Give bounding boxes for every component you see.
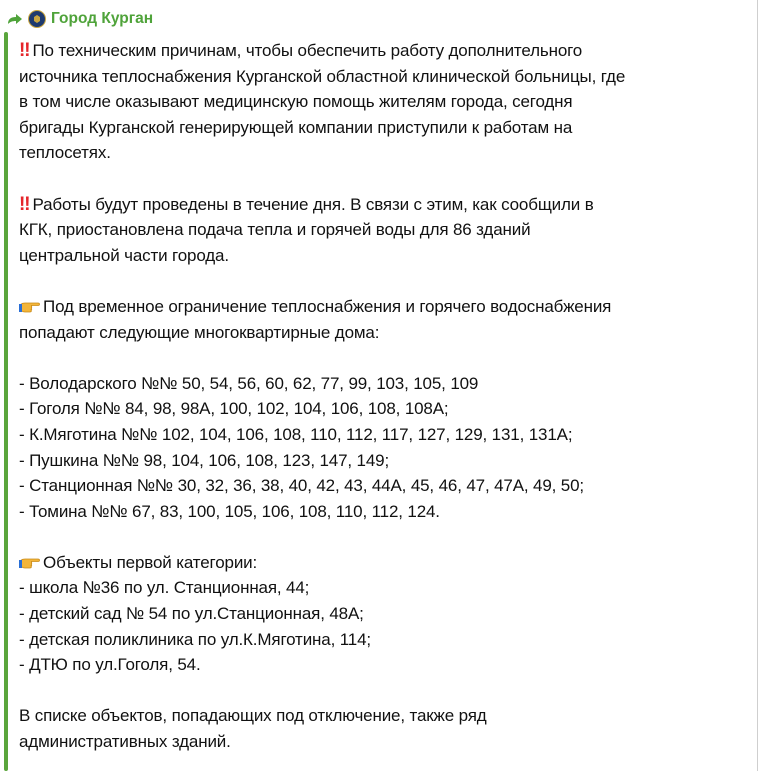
text-line: [19, 38, 755, 64]
text-line: бригады Курганской генерирующей компании приступили к работам на: [19, 117, 573, 137]
text-line: [19, 550, 755, 576]
text-line: попадают следующие многоквартирные дома:: [19, 322, 380, 342]
double-exclamation-icon: ‼: [19, 40, 29, 61]
list-item: - школа №36 по ул. Станционная, 44;: [19, 578, 310, 598]
paragraph-5: [19, 703, 755, 754]
text-line: [19, 192, 755, 218]
pointing-hand-icon: [19, 554, 41, 570]
list-item: - Станционная №№ 30, 32, 36, 38, 40, 42, 43, 44А, 45, 46, 47, 47А, 49, 50;: [19, 476, 584, 496]
forward-arrow-icon: [6, 12, 24, 26]
paragraph-1: [19, 38, 755, 166]
list-item: - детский сад № 54 по ул.Станционная, 48А;: [19, 604, 364, 624]
list-item: - Володарского №№ 50, 54, 56, 60, 62, 77, 99, 103, 105, 109: [19, 373, 479, 393]
list-item: - ДТЮ по ул.Гоголя, 54.: [19, 655, 201, 675]
forward-quote-bar: [4, 32, 8, 771]
pointing-hand-icon: [19, 298, 41, 314]
list-item: - детская поликлиника по ул.К.Мяготина, 114;: [19, 629, 371, 649]
list-item: - К.Мяготина №№ 102, 104, 106, 108, 110, 112, 117, 127, 129, 131, 131А;: [19, 424, 573, 444]
channel-name-link[interactable]: Город Курган: [51, 10, 154, 27]
paragraph-3: [19, 294, 755, 345]
text-line-content: Работы будут проведены в течение дня. В связи с этим, как сообщили в: [32, 194, 594, 214]
text-line: В списке объектов, попадающих под отключение, также ряд: [19, 706, 487, 726]
list-item: - Томина №№ 67, 83, 100, 105, 106, 108, 110, 112, 124.: [19, 501, 440, 521]
city-emblem-icon[interactable]: [28, 10, 46, 28]
street-list: [19, 371, 755, 525]
text-line: центральной части города.: [19, 245, 229, 265]
paragraph-2: [19, 192, 755, 269]
text-line: источника теплоснабжения Курганской областной клинической больницы, где: [19, 66, 626, 86]
objects-title: Объекты первой категории:: [43, 552, 258, 572]
text-line-content: По техническим причинам, чтобы обеспечить работу дополнительного: [32, 41, 583, 60]
text-line: [19, 294, 755, 320]
double-exclamation-icon: ‼: [19, 193, 29, 215]
message-border: [757, 0, 758, 771]
text-line: в том числе оказывают медицинскую помощь жителям города, сегодня: [19, 92, 573, 112]
objects-list: [19, 550, 755, 678]
message-header[interactable]: [6, 7, 153, 31]
text-line: теплосетях.: [19, 143, 111, 163]
list-item: - Гоголя №№ 84, 98, 98А, 100, 102, 104, 106, 108, 108А;: [19, 399, 449, 419]
message-text: [19, 38, 755, 771]
text-line: административных зданий.: [19, 732, 231, 752]
list-item: - Пушкина №№ 98, 104, 106, 108, 123, 147, 149;: [19, 450, 390, 470]
text-line: КГК, приостановлена подача тепла и горячей воды для 86 зданий: [19, 220, 531, 240]
text-line-content: Под временное ограничение теплоснабжения и горячего водоснабжения: [43, 296, 612, 316]
